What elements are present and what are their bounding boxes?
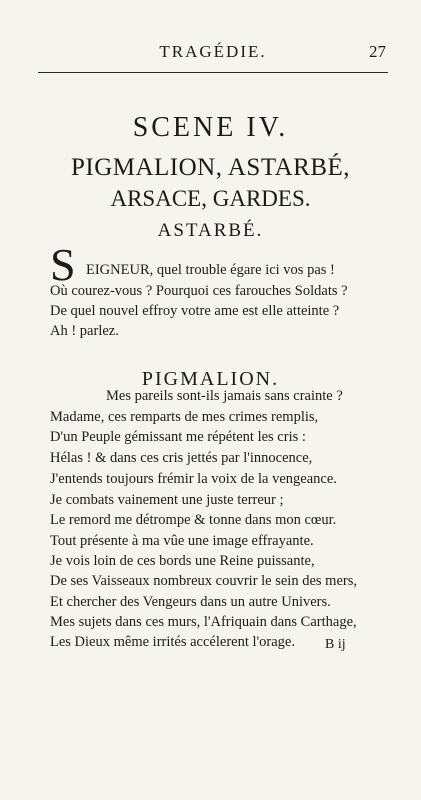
running-title: TRAGÉDIE.	[159, 42, 267, 61]
verse-line-text: , quel trouble égare ici vos pas !	[149, 262, 335, 278]
verse-line: D'un Peuple gémissant me répétent les cris :	[50, 429, 306, 445]
verse-line: Les Dieux même irrités accélerent l'orage.	[50, 634, 295, 650]
characters-line-2: ARSACE, GARDES.	[110, 186, 311, 211]
header-rule	[38, 72, 388, 73]
speaker-astarbe: ASTARBÉ.	[157, 220, 264, 241]
verse-line: Hélas ! & dans ces cris jettés par l'innocence,	[50, 450, 313, 466]
verse-line: Ah ! parlez.	[50, 323, 119, 339]
verse-line: Je vois loin de ces bords une Reine puissante,	[50, 553, 315, 569]
verse-line: Mes pareils sont-ils jamais sans crainte ?	[106, 388, 343, 404]
verse-line: Madame, ces remparts de mes crimes remplis,	[50, 409, 319, 425]
speaker-pigmalion: PIGMALION.	[141, 368, 280, 390]
verse-line: Le remord me détrompe & tonne dans mon cœur.	[50, 512, 337, 528]
verse-line: Tout présente à ma vûe une image effrayante.	[50, 533, 314, 549]
verse-line: J'entends toujours frémir la voix de la vengeance.	[50, 471, 337, 487]
scene-title: SCENE IV.	[132, 112, 289, 143]
first-word: EIGNEUR	[86, 262, 150, 278]
running-header	[38, 40, 388, 64]
verse-line: De ses Vaisseaux nombreux couvrir le sein des mers,	[50, 573, 357, 589]
verse-line: Mes sujets dans ces murs, l'Afriquain dans Carthage,	[50, 614, 357, 630]
verse-line: Je combats vainement une juste terreur ;	[50, 492, 284, 508]
verse-line	[86, 262, 335, 279]
signature-mark: B ij	[325, 637, 346, 652]
page-number: 27	[369, 42, 386, 61]
drop-cap: S	[50, 239, 76, 290]
verse-line: Et chercher des Vengeurs dans un autre Univers.	[50, 594, 331, 610]
characters-line-1: PIGMALION, ASTARBÉ,	[70, 154, 351, 181]
verse-line: De quel nouvel effroy votre ame est elle atteinte ?	[50, 303, 340, 319]
verse-line: Où courez-vous ? Pourquoi ces farouches Soldats ?	[50, 283, 348, 299]
